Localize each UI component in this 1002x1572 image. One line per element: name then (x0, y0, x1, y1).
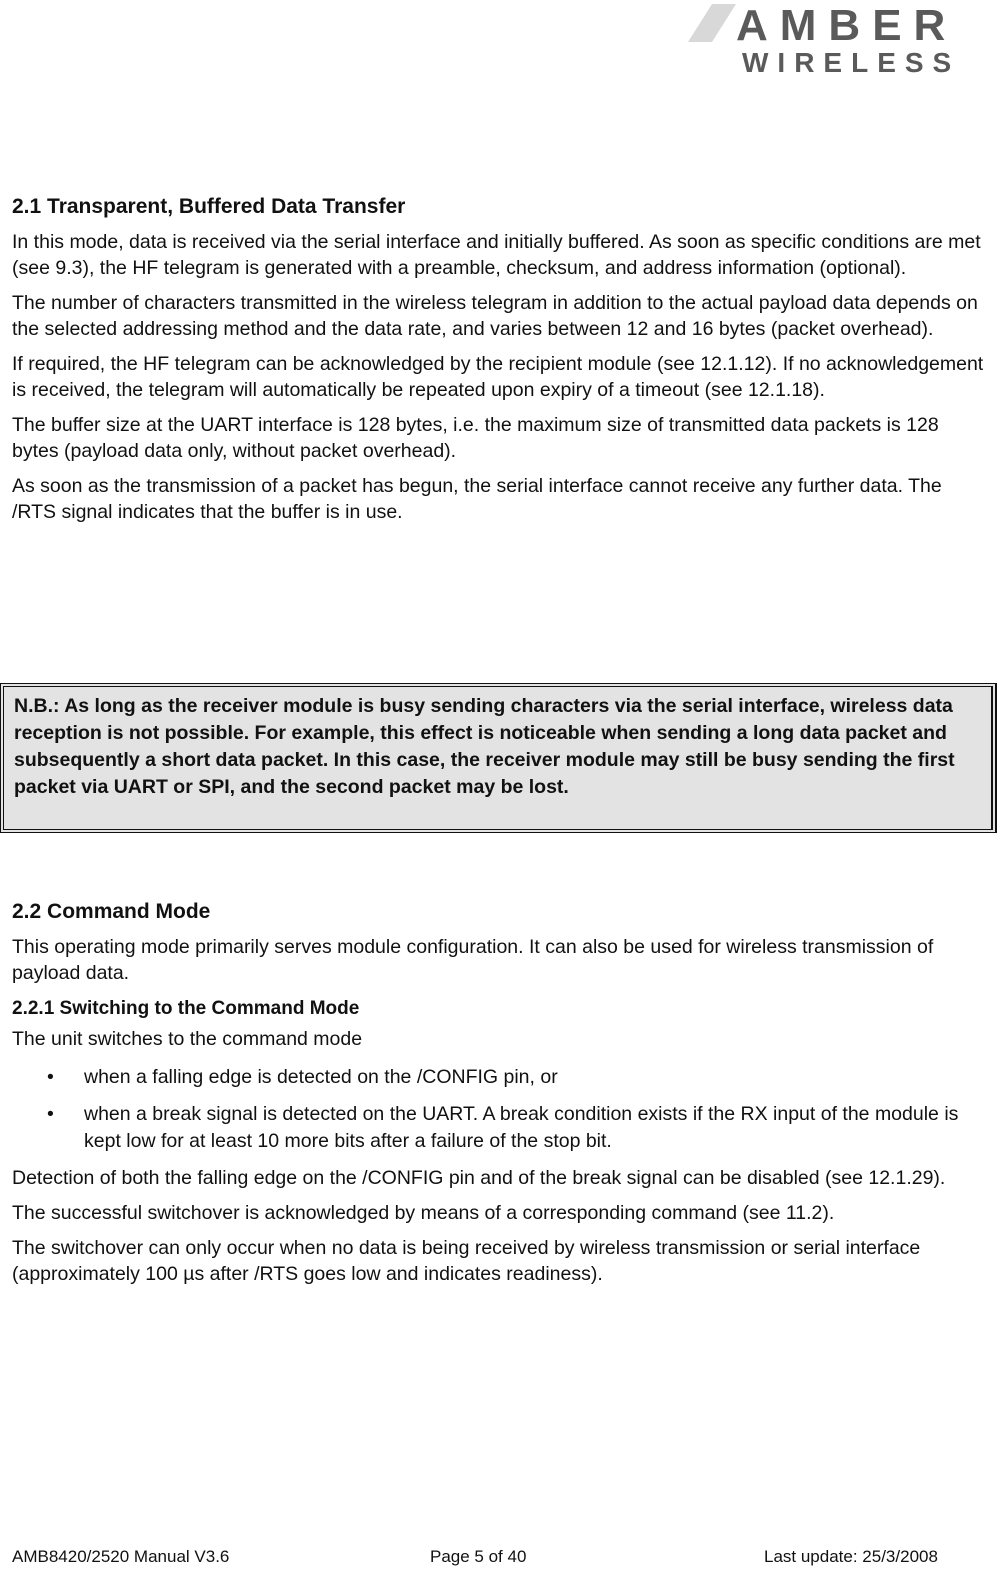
note-text: N.B.: As long as the receiver module is busy sending characters via the serial interface, wireless data reception is not possible. For example, this effect is noticeable when sending a long data packet and subsequently a short data packet. In this case, the receiver module may still be busy sending the first packet via UART or SPI, and the second packet may be lost. (14, 695, 955, 798)
paragraph: Detection of both the falling edge on the /CONFIG pin and of the break signal can be disabled (see 12.1.29). (12, 1167, 946, 1189)
paragraph: As soon as the transmission of a packet has begun, the serial interface cannot receive any further data. The /RTS signal indicates that the buffer is in use. (12, 475, 942, 523)
amber-wireless-logo (684, 0, 984, 80)
section-2-1-heading: 2.1 Transparent, Buffered Data Transfer (12, 195, 406, 218)
paragraph: In this mode, data is received via the serial interface and initially buffered. As soon as specific conditions are met (see 9.3), the HF telegram is generated with a preamble, checksum, and address information (optional). (12, 231, 981, 279)
section-2-2-intro: This operating mode primarily serves module configuration. It can also be used for wireless transmission of payload data. (12, 936, 934, 984)
paragraph: If required, the HF telegram can be acknowledged by the recipient module (see 12.1.12). If no acknowledgement is received, the telegram will automatically be repeated upon expiry of a timeout (see 12.1.18). (12, 353, 984, 401)
paragraph: The buffer size at the UART interface is 128 bytes, i.e. the maximum size of transmitted data packets is 128 bytes (payload data only, without packet overhead). (12, 414, 939, 462)
section-2-2-1-lead: The unit switches to the command mode (12, 1028, 363, 1050)
switch-conditions-list (12, 1064, 987, 1155)
bullet-icon: • (47, 1066, 54, 1088)
note-box (0, 683, 997, 833)
footer-page-number: Page 5 of 40 (430, 1547, 527, 1566)
section-2-1 (12, 195, 987, 534)
logo-wireless-text: WIRELESS (742, 47, 961, 78)
logo-amber-text: AMBER (736, 1, 958, 50)
bullet-icon: • (47, 1103, 54, 1125)
footer-manual-version: AMB8420/2520 Manual V3.6 (12, 1547, 230, 1566)
list-item (12, 1101, 987, 1155)
paragraph: The number of characters transmitted in the wireless telegram in addition to the actual payload data depends on the selected addressing method and the data rate, and varies between 12 and 16 bytes (packet overhead). (12, 292, 978, 340)
list-item-text: when a break signal is detected on the UART. A break condition exists if the RX input of the module is kept low for at least 10 more bits after a failure of the stop bit. (84, 1103, 959, 1152)
paragraph: The switchover can only occur when no data is being received by wireless transmission or serial interface (approximately 100 µs after /RTS goes low and indicates readiness). (12, 1237, 921, 1285)
logo-slash-shape (688, 4, 736, 42)
list-item-text: when a falling edge is detected on the /CONFIG pin, or (84, 1066, 558, 1088)
list-item (12, 1064, 987, 1091)
paragraph: The successful switchover is acknowledged by means of a corresponding command (see 11.2). (12, 1202, 835, 1224)
section-2-2-1-heading: 2.2.1 Switching to the Command Mode (12, 998, 360, 1019)
section-2-2-heading: 2.2 Command Mode (12, 900, 211, 923)
footer-last-update: Last update: 25/3/2008 (764, 1547, 938, 1566)
section-2-2 (12, 900, 987, 1296)
page-footer (12, 1547, 987, 1569)
